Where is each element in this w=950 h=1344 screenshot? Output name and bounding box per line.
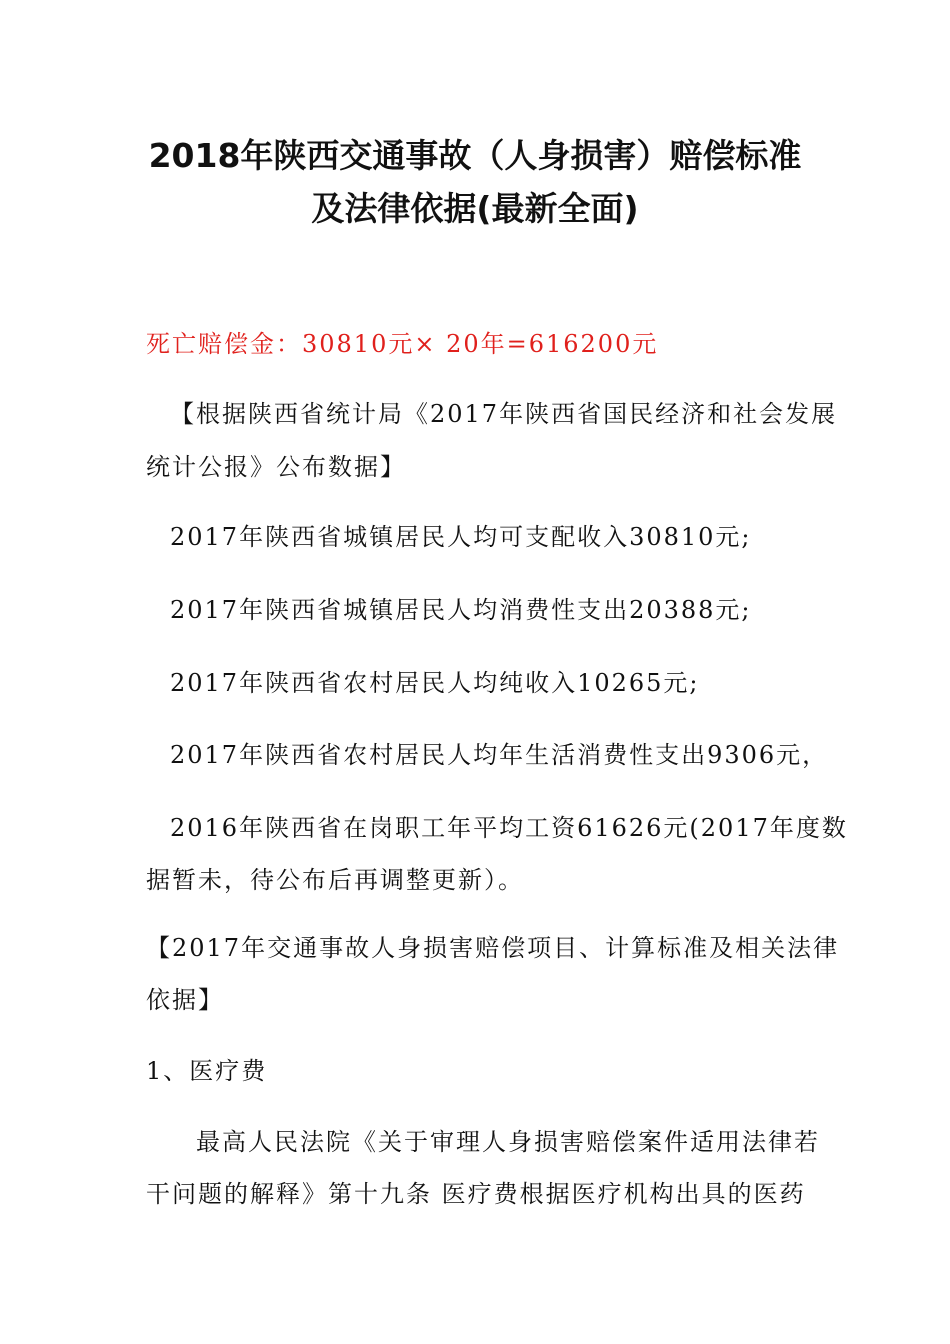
- death-compensation-text: 死亡赔偿金：30810元× 20年=616200元: [146, 330, 659, 358]
- urban-consumption-stat: 2017年陕西省城镇居民人均消费性支出20388元;: [170, 596, 752, 624]
- basis-text-line-2: 统计公报》公布数据】: [146, 453, 406, 481]
- average-wage-stat-line-2: 据暂未，待公布后再调整更新）。: [146, 866, 524, 894]
- law-citation-line-1: 最高人民法院《关于审理人身损害赔偿案件适用法律若: [196, 1128, 820, 1156]
- law-citation-line-2: 干问题的解释》第十九条 医疗费根据医疗机构出具的医药: [146, 1180, 806, 1208]
- average-wage-stat-line-1: 2016年陕西省在岗职工年平均工资61626元(2017年度数: [170, 814, 848, 842]
- urban-income-stat: 2017年陕西省城镇居民人均可支配收入30810元;: [170, 523, 752, 551]
- document-title-line-1: 2018年陕西交通事故（人身损害）赔偿标准: [148, 136, 802, 175]
- rural-income-stat: 2017年陕西省农村居民人均纯收入10265元;: [170, 669, 700, 697]
- section-heading-line-2: 依据】: [146, 986, 224, 1014]
- section-heading-line-1: 【2017年交通事故人身损害赔偿项目、计算标准及相关法律: [146, 934, 840, 962]
- basis-text-line-1: 【根据陕西省统计局《2017年陕西省国民经济和社会发展: [170, 400, 838, 428]
- item-medical-fees-heading: 1、医疗费: [146, 1057, 268, 1085]
- rural-consumption-stat: 2017年陕西省农村居民人均年生活消费性支出9306元，: [170, 741, 829, 769]
- document-title-line-2: 及法律依据(最新全面): [311, 189, 639, 228]
